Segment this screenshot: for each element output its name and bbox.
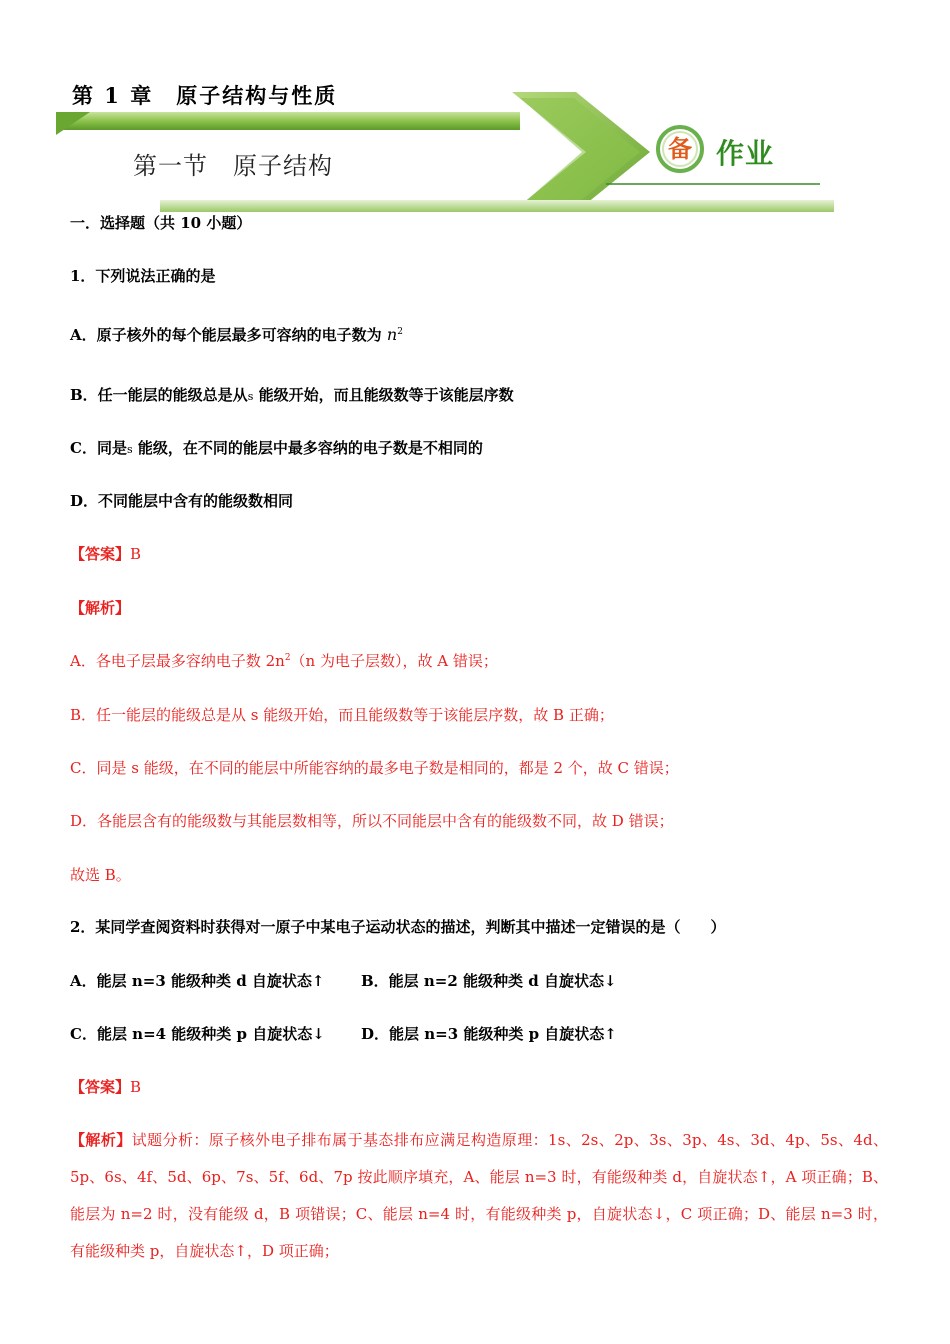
q1-exp-a-pre: A．各电子层最多容纳电子数 2n — [70, 652, 285, 670]
q2-option-d: D．能层 n=3 能级种类 p 自旋状态↑ — [361, 1025, 617, 1043]
q1-answer — [70, 543, 141, 565]
q1-option-c — [70, 437, 483, 461]
q1-option-b-s: s — [247, 390, 254, 403]
q1-answer-tag: 【答案】 — [70, 545, 131, 563]
badge-label: 作业 — [716, 137, 775, 170]
q2-analysis — [70, 1122, 888, 1270]
q1-option-c-post: 能级，在不同的能层中最多容纳的电子数是不相同的 — [132, 439, 483, 457]
q2-answer-value: B — [130, 1078, 142, 1096]
q1-option-a-text: A．原子核外的每个能层最多可容纳的电子数为 — [70, 326, 387, 344]
q2-option-b: B．能层 n=2 能级种类 d 自旋状态↓ — [361, 972, 617, 990]
chapter-title: 第 1 章 原子结构与性质 — [72, 83, 338, 108]
q1-explanation-a — [70, 650, 498, 672]
q1-explanation-b: B．任一能层的能级总是从 s 能级开始，而且能级数等于该能层序数，故 B 正确； — [70, 706, 614, 724]
q2-answer-tag: 【答案】 — [70, 1078, 131, 1096]
q1-exp-a-post: （n 为电子层数），故 A 错误； — [290, 652, 498, 670]
q2-stem: 2．某同学查阅资料时获得对一原子中某电子运动状态的描述，判断其中描述一定错误的是（ ） — [70, 918, 726, 936]
q2-analysis-tag: 【解析】 — [70, 1131, 132, 1149]
q1-option-a-exp: 2 — [397, 327, 403, 337]
q1-answer-value: B — [130, 545, 142, 563]
q2-option-c: C．能层 n=4 能级种类 p 自旋状态↓ — [70, 1025, 325, 1043]
q1-option-d: D．不同能层中含有的能级数相同 — [70, 492, 294, 510]
q1-option-b — [70, 384, 514, 408]
q2-analysis-text: 试题分析：原子核外电子排布属于基态排布应满足构造原理：1s、2s、2p、3s、3p、4s、3d、4p、5s、4d、5p、6s、4f、5d、6p、7s、5f、6d、7p 按此顺序填充，A、能层 n=3 时，有能级种类 d，自旋状态↑，A 项正确；B、能层为 n=2 时，没有能级 d，B 项错误；C、能层 n=4 时，有能级种类 p，自旋状态↓，C 项正确；D、能层 n=3 时，有能级种类 p，自旋状态↑，D 项正确； — [70, 1131, 888, 1260]
q1-stem: 1．下列说法正确的是 — [70, 267, 216, 285]
q1-option-c-pre: C．同是 — [70, 439, 127, 457]
part-title: 一．选择题（共 10 小题） — [70, 214, 252, 232]
q1-option-b-pre: B．任一能层的能级总是从 — [70, 386, 248, 404]
q1-explanation-d: D．各能层含有的能级数与其能层数相等，所以不同能层中含有的能级数不同，故 D 错误； — [70, 812, 674, 830]
q1-analysis-tag: 【解析】 — [70, 599, 131, 617]
header-banner — [0, 0, 950, 220]
q1-exp-a-sup: 2 — [284, 653, 291, 663]
section-title: 第一节 原子结构 — [133, 152, 333, 180]
q2-answer — [70, 1076, 141, 1098]
badge-character: 备 — [668, 135, 692, 163]
q1-option-c-s: s — [126, 443, 133, 456]
q1-option-a — [70, 324, 403, 346]
q1-option-b-post: 能级开始，而且能级数等于该能层序数 — [253, 386, 514, 404]
q1-explanation-c: C．同是 s 能级，在不同的能层中所能容纳的最多电子数是相同的，都是 2 个，故 C 错误； — [70, 759, 679, 777]
q1-option-a-var: n — [386, 325, 398, 344]
q2-option-a: A．能层 n=3 能级种类 d 自旋状态↑ — [70, 972, 325, 990]
q1-conclusion: 故选 B。 — [70, 866, 131, 884]
